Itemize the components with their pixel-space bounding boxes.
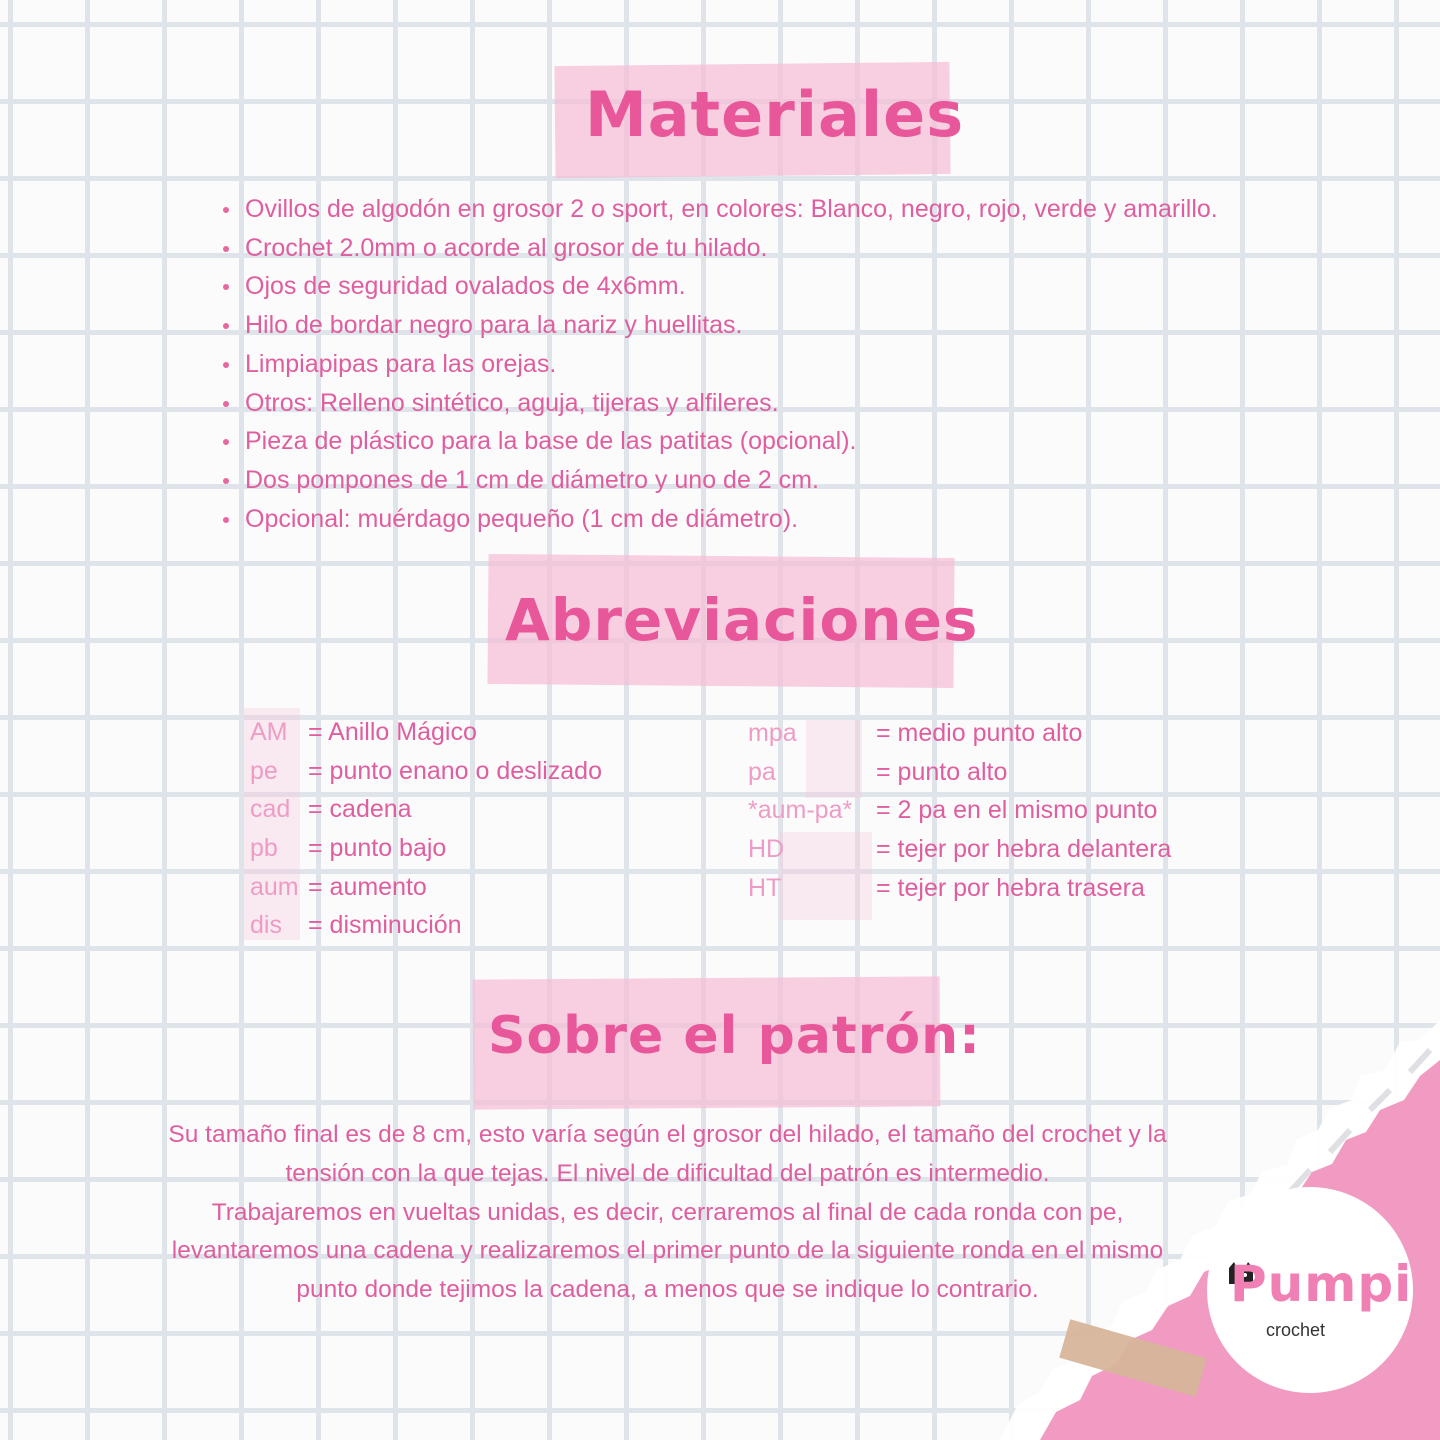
logo-wordmark: Pumpi <box>1230 1255 1413 1313</box>
abbreviation-definition: = tejer por hebra trasera <box>876 873 1145 902</box>
abbreviation-definition: = punto alto <box>876 757 1008 786</box>
logo-subtitle: crochet <box>1266 1320 1326 1340</box>
material-item: Limpiapipas para las orejas. <box>218 345 1218 384</box>
description-line: Trabajaremos en vueltas unidas, es decir, cerraremos al final de cada ronda con pe, <box>211 1198 1124 1226</box>
materials-list <box>218 190 1218 538</box>
abbreviation-code: AM <box>250 718 288 746</box>
abbreviation-definition: = punto bajo <box>308 834 447 863</box>
abbreviation-code: *aum-pa* <box>748 796 853 825</box>
material-item: Ojos de seguridad ovalados de 4x6mm. <box>218 267 1218 306</box>
abbreviation-definition: = disminución <box>308 911 462 940</box>
abbreviation-definition: = cadena <box>308 795 412 824</box>
abbreviation-definition: = medio punto alto <box>876 719 1083 747</box>
abbreviation-code: aum <box>250 872 299 901</box>
abbreviation-code: mpa <box>748 719 797 747</box>
abbreviation-definition: = aumento <box>308 872 427 901</box>
abbreviation-code: pa <box>748 757 776 786</box>
material-item: Opcional: muérdago pequeño (1 cm de diámetro). <box>218 500 1218 539</box>
description-line: punto donde tejimos la cadena, a menos que se indique lo contrario. <box>296 1276 1039 1304</box>
abbreviation-code: HT <box>748 873 782 902</box>
material-item: Otros: Relleno sintético, aguja, tijeras y alfileres. <box>218 384 1218 423</box>
abbreviation-definition: = punto enano o deslizado <box>308 756 602 785</box>
abreviaciones-heading: Abreviaciones <box>505 586 979 654</box>
sobre-el-patron-heading: Sobre el patrón: <box>488 1006 981 1066</box>
abbreviation-code: dis <box>250 911 282 940</box>
abbr-code-highlight <box>780 832 872 920</box>
material-item: Pieza de plástico para la base de las patitas (opcional). <box>218 422 1218 461</box>
description-line: levantaremos una cadena y realizaremos el primer punto de la siguiente ronda en el mismo <box>171 1237 1164 1265</box>
abbr-code-highlight <box>806 720 862 798</box>
abbreviation-definition: = 2 pa en el mismo punto <box>876 796 1158 825</box>
material-item: Crochet 2.0mm o acorde al grosor de tu hilado. <box>218 229 1218 268</box>
abbreviation-code: pe <box>250 756 278 785</box>
description-line: Su tamaño final es de 8 cm, esto varía según el grosor del hilado, el tamaño del crochet y la <box>168 1121 1167 1148</box>
abbreviation-definition: = Anillo Mágico <box>308 718 477 746</box>
abbreviation-code: HD <box>748 835 785 864</box>
material-item: Hilo de bordar negro para la nariz y huellitas. <box>218 306 1218 345</box>
abbreviation-code: cad <box>250 795 291 824</box>
abbreviation-definition: = tejer por hebra delantera <box>876 835 1172 864</box>
materiales-heading: Materiales <box>585 78 965 151</box>
description-line: tensión con la que tejas. El nivel de dificultad del patrón es intermedio. <box>285 1159 1050 1187</box>
material-item: Dos pompones de 1 cm de diámetro y uno de 2 cm. <box>218 461 1218 500</box>
material-item: Ovillos de algodón en grosor 2 o sport, en colores: Blanco, negro, rojo, verde y amarillo. <box>218 190 1218 229</box>
abbreviation-code: pb <box>250 834 278 863</box>
